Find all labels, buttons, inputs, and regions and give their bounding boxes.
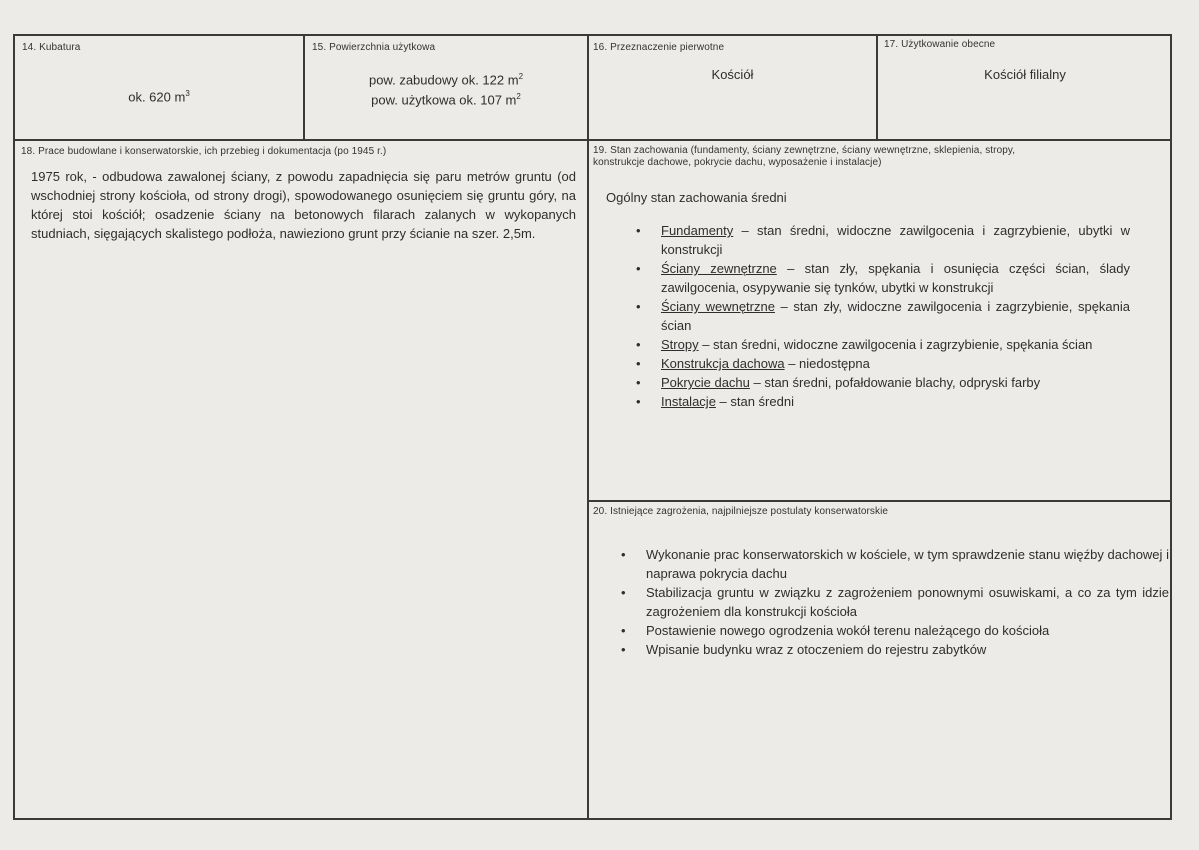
stan-item: [636, 392, 1130, 411]
field-label-przeznaczenie: 16. Przeznaczenie pierwotne: [593, 42, 725, 53]
divider: [587, 500, 1172, 502]
stan-item: [636, 335, 1130, 354]
divider: [13, 139, 1172, 141]
zagrozenie-item-text: Wpisanie budynku wraz z otoczeniem do rejestru zabytków: [646, 642, 987, 657]
powierzchnia-zabudowy-sup: 2: [518, 72, 524, 81]
bullet-icon: •: [636, 375, 641, 390]
bullet-icon: •: [621, 623, 626, 638]
stan-item-text: – stan zły, widoczne zawilgocenia i zagrzybienie, spękania ścian: [661, 299, 1131, 333]
stan-item-term: Fundamenty: [661, 223, 734, 238]
zagrozenie-item-text: Wykonanie prac konserwatorskich w kościele, w tym sprawdzenie stanu więźby dachowej i naprawa pokrycia dachu: [646, 547, 1169, 581]
bullet-icon: •: [621, 547, 626, 562]
field-value-powierzchnia: [305, 68, 587, 109]
stan-item-term: Instalacje: [661, 394, 716, 409]
stan-item: [636, 373, 1130, 392]
field-label-zagrozenia: 20. Istniejące zagrożenia, najpilniejsze postulaty konserwatorskie: [593, 506, 889, 517]
bullet-icon: •: [636, 337, 641, 352]
bullet-icon: •: [636, 261, 641, 276]
stan-intro: Ogólny stan zachowania średni: [606, 190, 787, 205]
field-label-prace: 18. Prace budowlane i konserwatorskie, ich przebieg i dokumentacja (po 1945 r.): [21, 146, 387, 157]
bullet-icon: •: [621, 642, 626, 657]
stan-item-text: – stan średni, pofałdowanie blachy, odpryski farby: [749, 375, 1041, 390]
stan-item-text: – stan zły, spękania i osunięcia części ścian, ślady zawilgocenia, osypywanie się tynków, ubytki w konstrukcji: [661, 261, 1130, 295]
bullet-icon: •: [621, 585, 626, 600]
zagrozenie-item: [621, 545, 1169, 583]
bullet-icon: •: [636, 394, 641, 409]
prace-description: 1975 rok, - odbudowa zawalonej ściany, z powodu zapadnięcia się paru metrów gruntu (od wschodniej strony kościoła, od strony drogi), spowodowanego osunięciem się gruntu góry, na której stoi kościół; osadzenie ściany na betonowych filarach zalanych w wykopanych studniach, sięgających skalistego podłoża, nawieziono grunt przy ścianie na szer. 2,5m.: [31, 169, 576, 241]
stan-item-text: – stan średni: [715, 394, 794, 409]
stan-item: [636, 259, 1130, 297]
powierzchnia-zabudowy: [305, 68, 587, 88]
kubatura-unit-sup: 3: [185, 89, 190, 98]
stan-item: [636, 354, 1130, 373]
stan-item-text: – stan średni, widoczne zawilgocenia i zagrzybienie, spękania ścian: [698, 337, 1093, 352]
stan-item-term: Stropy: [661, 337, 699, 352]
zagrozenie-item: [621, 640, 1169, 659]
stan-item-term: Pokrycie dachu: [661, 375, 750, 390]
stan-item-text: – niedostępna: [784, 356, 870, 371]
stan-item-term: Konstrukcja dachowa: [661, 356, 785, 371]
stan-label-line2: konstrukcje dachowe, pokrycie dachu, wyposażenie i instalacje): [593, 157, 882, 168]
stan-list: [636, 221, 1131, 411]
field-label-stan: [593, 145, 1163, 169]
stan-label-line1: 19. Stan zachowania (fundamenty, ściany zewnętrzne, ściany wewnętrzne, sklepienia, stropy,: [593, 145, 1016, 156]
bullet-icon: •: [636, 223, 641, 238]
stan-item: [636, 297, 1131, 335]
zagrozenie-item: [621, 621, 1169, 640]
powierzchnia-uzytkowa: [305, 88, 587, 108]
powierzchnia-zabudowy-text: pow. zabudowy ok. 122 m: [368, 72, 519, 88]
zagrozenie-item: [621, 583, 1169, 621]
stan-item-term: Ściany wewnętrzne: [661, 299, 775, 314]
field-label-kubatura: 14. Kubatura: [22, 42, 81, 53]
field-value-kubatura: [15, 85, 303, 105]
powierzchnia-uzytkowa-text: pow. użytkowa ok. 107 m: [371, 92, 517, 108]
field-value-przeznaczenie: Kościół: [711, 67, 754, 82]
zagrozenie-item-text: Stabilizacja gruntu w związku z zagrożeniem ponownymi osuwiskami, a co za tym idzie zagrożeniem dla konstrukcji kościoła: [646, 585, 1169, 619]
zagrozenie-item-text: Postawienie nowego ogrodzenia wokół terenu należącego do kościoła: [646, 623, 1050, 638]
field-label-powierzchnia: 15. Powierzchnia użytkowa: [312, 42, 436, 53]
zagrozenia-list: [621, 545, 1169, 659]
kubatura-value: ok. 620 m: [128, 89, 186, 105]
field-value-uzytkowanie: Kościół filialny: [984, 67, 1066, 82]
stan-item-term: Ściany zewnętrzne: [661, 261, 777, 276]
stan-item: [636, 221, 1130, 259]
field-label-uzytkowanie: 17. Użytkowanie obecne: [884, 39, 996, 50]
divider: [587, 34, 589, 820]
divider: [876, 34, 878, 141]
stan-item-text: – stan średni, widoczne zawilgocenia i zagrzybienie, ubytki w konstrukcji: [661, 223, 1130, 257]
bullet-icon: •: [636, 356, 641, 371]
bullet-icon: •: [636, 299, 641, 314]
powierzchnia-uzytkowa-sup: 2: [516, 92, 521, 102]
